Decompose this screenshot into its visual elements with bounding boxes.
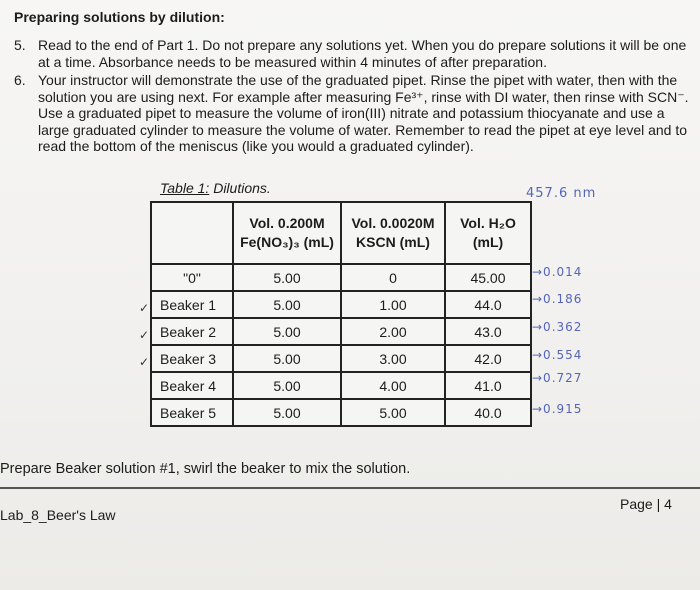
table-caption-label: Table 1:: [160, 180, 210, 196]
handwritten-absorbance: →0.362: [532, 320, 583, 334]
table-cell: 42.0: [445, 345, 531, 372]
table-cell: Beaker 2: [151, 318, 233, 345]
table-cell: 3.00: [341, 345, 445, 372]
header-cell: [151, 202, 233, 264]
table-row: [151, 399, 531, 426]
table-row: [151, 264, 531, 291]
table-row: [151, 318, 531, 345]
instruction-number: 5.: [14, 37, 26, 53]
table-caption-title: Dilutions.: [209, 180, 271, 196]
table-cell: 5.00: [341, 399, 445, 426]
check-mark-icon: ✓: [139, 328, 150, 342]
handwritten-absorbance: →0.915: [532, 402, 583, 416]
table-cell: 5.00: [233, 399, 341, 426]
page-number: Page | 4: [620, 496, 672, 512]
table-cell: 5.00: [233, 291, 341, 318]
table-header-row: [151, 202, 531, 264]
check-mark-icon: ✓: [139, 301, 150, 315]
instruction-number: 6.: [14, 72, 26, 88]
header-cell: Vol. 0.200M Fe(NO₃)₃ (mL): [233, 202, 341, 264]
table-cell: Beaker 3: [151, 345, 233, 372]
table-cell: Beaker 4: [151, 372, 233, 399]
table-cell: 4.00: [341, 372, 445, 399]
table-cell: 45.00: [445, 264, 531, 291]
table-cell: 5.00: [233, 264, 341, 291]
instruction-5: [14, 37, 689, 70]
handwritten-wavelength: 457.6 nm: [526, 186, 597, 201]
handwritten-absorbance: →0.727: [532, 371, 583, 385]
instruction-6: [14, 72, 689, 155]
table-cell: 41.0: [445, 372, 531, 399]
table-cell: "0": [151, 264, 233, 291]
table-caption: [160, 180, 271, 196]
table-cell: Beaker 5: [151, 399, 233, 426]
table-cell: 5.00: [233, 318, 341, 345]
instruction-text: Read to the end of Part 1. Do not prepare any solutions yet. When you do prepare solutions it will be one at a time. Absorbance needs to be measured within 4 minutes of after preparation.: [38, 37, 687, 70]
table-cell: 5.00: [233, 345, 341, 372]
table-cell: 5.00: [233, 372, 341, 399]
table-row: [151, 291, 531, 318]
table-cell: 2.00: [341, 318, 445, 345]
table-cell: 1.00: [341, 291, 445, 318]
table-cell: Beaker 1: [151, 291, 233, 318]
check-mark-icon: ✓: [139, 355, 150, 369]
handwritten-absorbance: →0.014: [532, 265, 583, 279]
section-heading: Preparing solutions by dilution:: [14, 9, 225, 25]
instruction-text: Your instructor will demonstrate the use of the graduated pipet. Rinse the pipet with water, then with the solution you are using next. For example after measuring Fe³⁺, rinse with DI water, then rinse with SCN⁻. Use a graduated pipet to measure the volume of iron(III) nitrate and potassium thiocyanate and use a large graduated cylinder to measure the volume of water. Remember to read the pipet at eye level and to read the bottom of the meniscus (like you would a graduated cylinder).: [38, 72, 689, 154]
table-row: [151, 372, 531, 399]
dilutions-table: [150, 201, 532, 427]
header-cell: Vol. H₂O (mL): [445, 202, 531, 264]
table-cell: 43.0: [445, 318, 531, 345]
footer-divider: [0, 487, 700, 489]
table-cell: 0: [341, 264, 445, 291]
table-row: [151, 345, 531, 372]
prepare-instruction: Prepare Beaker solution #1, swirl the beaker to mix the solution.: [0, 461, 411, 477]
table-cell: 40.0: [445, 399, 531, 426]
handwritten-absorbance: →0.554: [532, 348, 583, 362]
header-cell: Vol. 0.0020M KSCN (mL): [341, 202, 445, 264]
table-cell: 44.0: [445, 291, 531, 318]
handwritten-absorbance: →0.186: [532, 292, 583, 306]
footer-title: Lab_8_Beer's Law: [0, 507, 116, 523]
